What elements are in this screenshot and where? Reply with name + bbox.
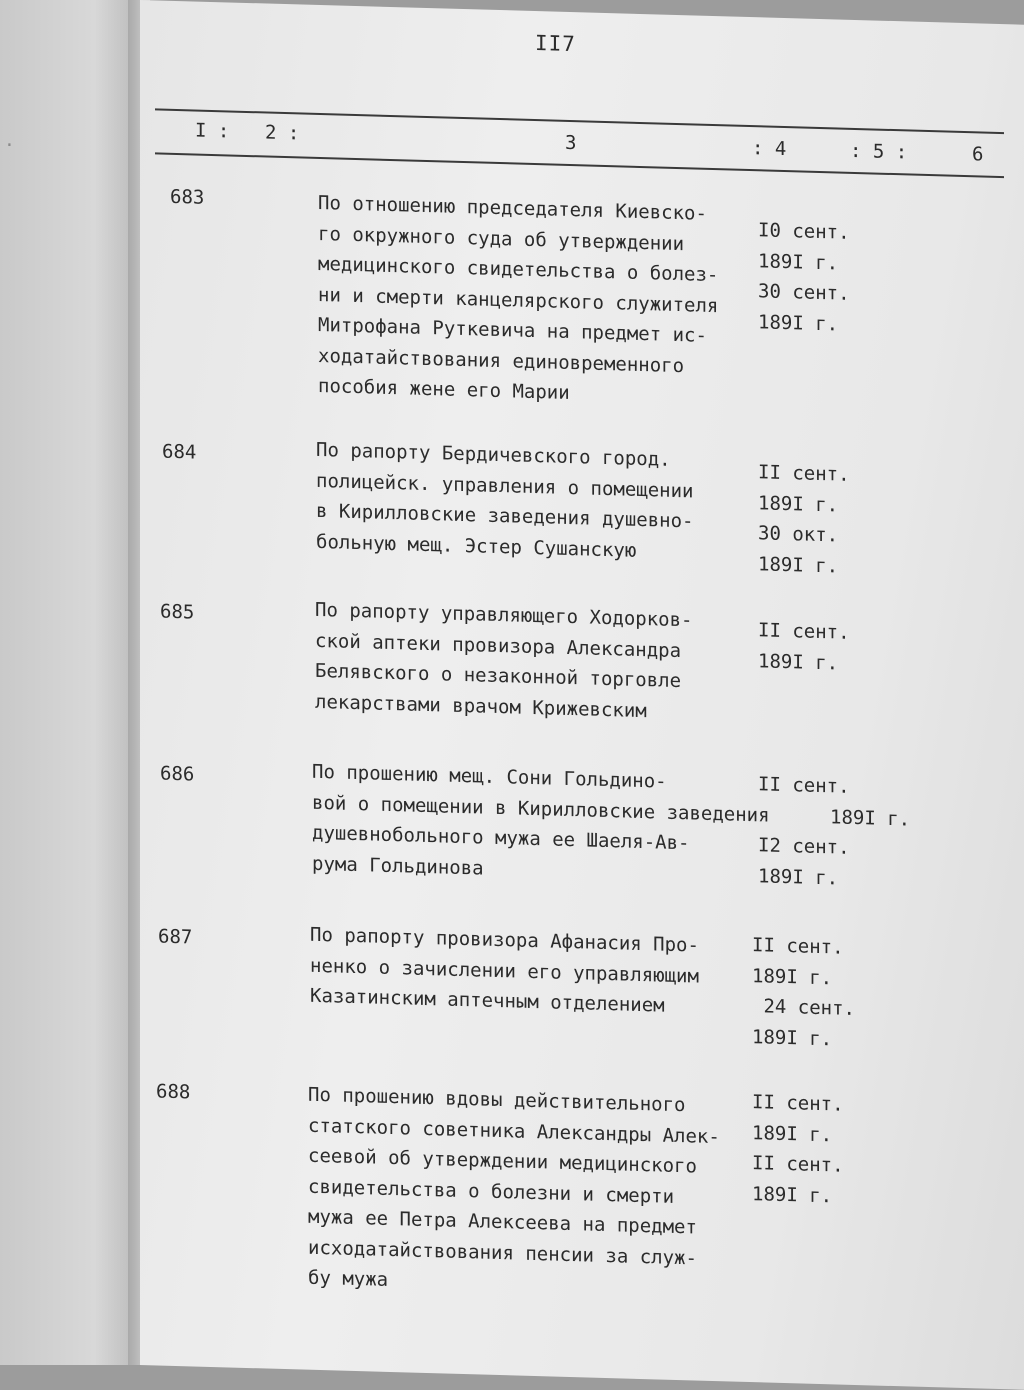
text-line: 189I г. <box>752 964 833 989</box>
text-line: 189I г. <box>830 805 911 831</box>
text-line: II сент. <box>758 619 850 644</box>
text-line: вой о помещении в Кирилловские заведения <box>312 791 770 827</box>
entry-number: 688 <box>156 1080 191 1104</box>
column-header-2: 2 : <box>265 121 300 145</box>
text-line: 30 сент. <box>758 280 850 305</box>
entry-number: 687 <box>158 925 193 949</box>
text-line: Митрофана Руткевича на предмет ис- <box>318 313 707 347</box>
text-line: По отношению председателя Киевско- <box>318 191 707 225</box>
entry-number: 685 <box>160 600 195 624</box>
text-line: По прошению вдовы действительного <box>308 1083 686 1117</box>
text-line: II сент. <box>752 1091 844 1116</box>
entry-number: 684 <box>162 440 197 464</box>
text-line: го окружного суда об утверждении <box>318 222 685 255</box>
column-header-5: : 5 : <box>850 139 908 164</box>
entry-dates <box>758 769 910 895</box>
text-line: 189I г. <box>758 249 839 274</box>
text-line: 189I г. <box>758 310 839 335</box>
text-line: II сент. <box>752 1152 844 1177</box>
text-line: Белявского о незаконной торговле <box>315 659 682 693</box>
entry-dates <box>752 1087 844 1212</box>
entry-text <box>310 920 699 1022</box>
entry-dates <box>758 457 850 582</box>
entry-dates <box>752 930 855 1055</box>
text-line: 189I г. <box>752 1121 833 1146</box>
entry-text <box>316 435 694 568</box>
text-line: 189I г. <box>752 1182 833 1207</box>
text-line: 189I г. <box>758 649 839 674</box>
text-line: статского советника Александры Алек- <box>308 1114 720 1148</box>
text-line: лекарствами врачом Крижевским <box>315 690 647 722</box>
text-line: медицинского свидетельства о болез- <box>318 252 719 287</box>
text-line: мужа ее Петра Алексеева на предмет <box>308 1205 697 1239</box>
text-line: II сент. <box>752 934 844 959</box>
text-line: в Кирилловские заведения душевно- <box>316 499 694 533</box>
text-line: бу мужа <box>308 1266 389 1291</box>
text-line: Казатинским аптечным отделением <box>310 984 665 1017</box>
text-line: пособия жене его Марии <box>318 374 570 405</box>
text-line: свидетельства о болезни и смерти <box>308 1175 675 1208</box>
column-header-1: I : <box>195 119 230 143</box>
entry-text <box>312 757 770 892</box>
text-line: ни и смерти канцелярского служителя <box>318 283 719 317</box>
column-header-3: 3 <box>565 131 577 155</box>
text-line: ходатайствования единовременного <box>318 344 685 377</box>
entry-dates <box>758 615 850 679</box>
text-line: исходатайствования пенсии за служ- <box>308 1236 697 1270</box>
text-line: По рапорту провизора Афанасия Про- <box>310 923 699 957</box>
entry-text <box>308 1080 720 1305</box>
bleed-mark: . <box>4 130 15 151</box>
column-header-4: : 4 <box>752 137 787 161</box>
text-line: I2 сент. <box>758 834 850 859</box>
text-line: душевнобольного мужа ее Шаеля-Ав- <box>312 821 690 855</box>
text-line: По рапорту Бердичевского город. <box>316 438 671 471</box>
text-line: рума Гольдинова <box>312 852 484 880</box>
facing-page <box>0 0 135 1365</box>
text-line: 189I г. <box>758 491 839 516</box>
text-line: ской аптеки провизора Александра <box>315 629 682 662</box>
entry-number: 683 <box>170 185 205 209</box>
column-header-6: 6 <box>972 143 984 166</box>
text-line: 30 окт. <box>758 522 839 547</box>
text-line: 189I г. <box>758 552 839 577</box>
text-line: 24 сент. <box>752 995 855 1020</box>
entry-text <box>318 188 718 413</box>
entry-number: 686 <box>160 762 195 786</box>
text-line: II сент. <box>758 461 850 486</box>
entry-text <box>315 595 693 728</box>
text-line: По рапорту управляющего Ходорков- <box>315 598 693 632</box>
entry-dates <box>758 215 850 340</box>
text-line: I0 сент. <box>758 219 850 244</box>
text-line: сеевой об утверждении медицинского <box>308 1144 697 1178</box>
document-page <box>140 0 1024 1390</box>
text-line: 189I г. <box>758 864 839 889</box>
text-line: По прошению мещ. Сони Гольдино- <box>312 760 667 793</box>
text-line: II сент. <box>758 773 850 798</box>
page-number: II7 <box>535 31 576 57</box>
text-line: больную мещ. Эстер Сушанскую <box>316 530 637 562</box>
text-line: 189I г. <box>752 1025 833 1050</box>
text-line: ненко о зачислении его управляющим <box>310 954 699 988</box>
text-line: полицейск. управления о помещении <box>316 469 694 502</box>
